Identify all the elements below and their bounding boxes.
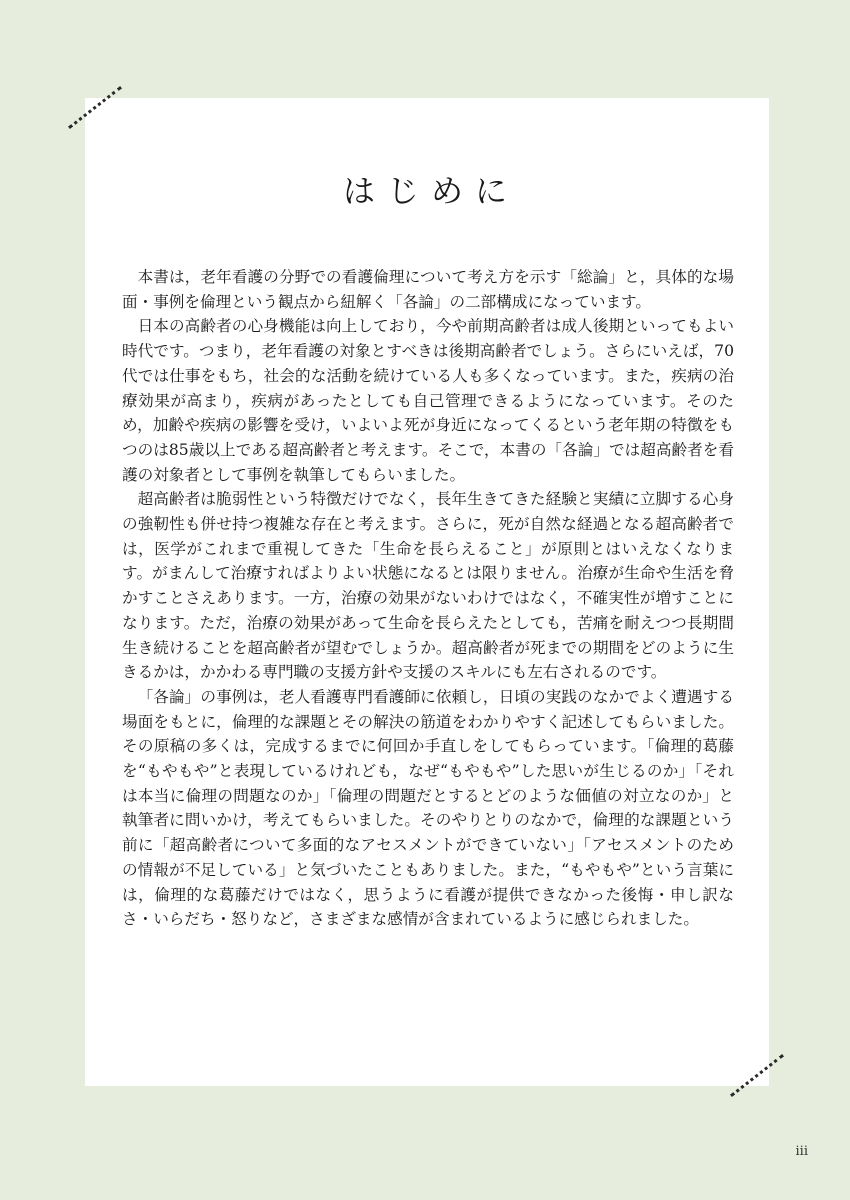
page-title: はじめに [342,172,519,210]
paragraph-4: 「各論」の事例は，老人看護専門看護師に依頼し，日頃の実践のなかでよく遭遇する場面をもとに，倫理的な課題とその解決の筋道をわかりやすく記述してもらいました。その原稿の多くは，完成するまでに何回か手直しをしてもらっています。「倫理的葛藤を“もやもや”と表現しているけれども，なぜ“もやもや”した思いが生じるのか」「それは本当に倫理の問題なのか」「倫理の問題だとするとどのような価値の対立なのか」と執筆者に問いかけ，考えてもらいました。そのやりとりのなかで，倫理的な課題という前に「超高齢者について多面的なアセスメントができていない」「アセスメントのための情報が不足している」と気づいたこともありました。また，“もやもや”という言葉には，倫理的な葛藤だけではなく，思うように看護が提供できなかった後悔・申し訳なさ・いらだち・怒りなど，さまざまな感情が含まれているように感じられました。 [122,687,734,929]
paragraph-1: 本書は，老年看護の分野での看護倫理について考え方を示す「総論」と，具体的な場面・事例を倫理という観点から紐解く「各論」の二部構成になっています。 [122,268,734,311]
page-number: iii [795,1144,808,1159]
body-text [122,265,734,932]
paragraph-3: 超高齢者は脆弱性という特徴だけでなく，長年生きてきた経験と実績に立脚する心身の強靭性も併せ持つ複雑な存在と考えます。さらに，死が自然な経過となる超高齢者では，医学がこれまで重視してきた「生命を長らえること」が原則とはいえなくなります。がまんして治療すればよりよい状態になるとは限りません。治療が生命や生活を脅かすことさえあります。一方，治療の効果がないわけではなく，不確実性が増すことになります。ただ，治療の効果があって生命を長らえたとしても，苦痛を耐えつつ長期間生き続けることを超高齢者が望むでしょうか。超高齢者が死までの期間をどのように生きるかは，かかわる専門職の支援方針や支援のスキルにも左右されるのです。 [122,490,734,682]
paragraph-2: 日本の高齢者の心身機能は向上しており，今や前期高齢者は成人後期といってもよい時代です。つまり，老年看護の対象とすべきは後期高齢者でしょう。さらにいえば，70代では仕事をもち，社会的な活動を続けている人も多くなっています。また，疾病の治療効果が高まり，疾病があったとしても自己管理できるようになっています。そのため，加齢や疾病の影響を受け，いよいよ死が身近になってくるという老年期の特徴をもつのは85歳以上である超高齢者と考えます。そこで，本書の「各論」では超高齢者を看護の対象者として事例を執筆してもらいました。 [122,317,734,484]
